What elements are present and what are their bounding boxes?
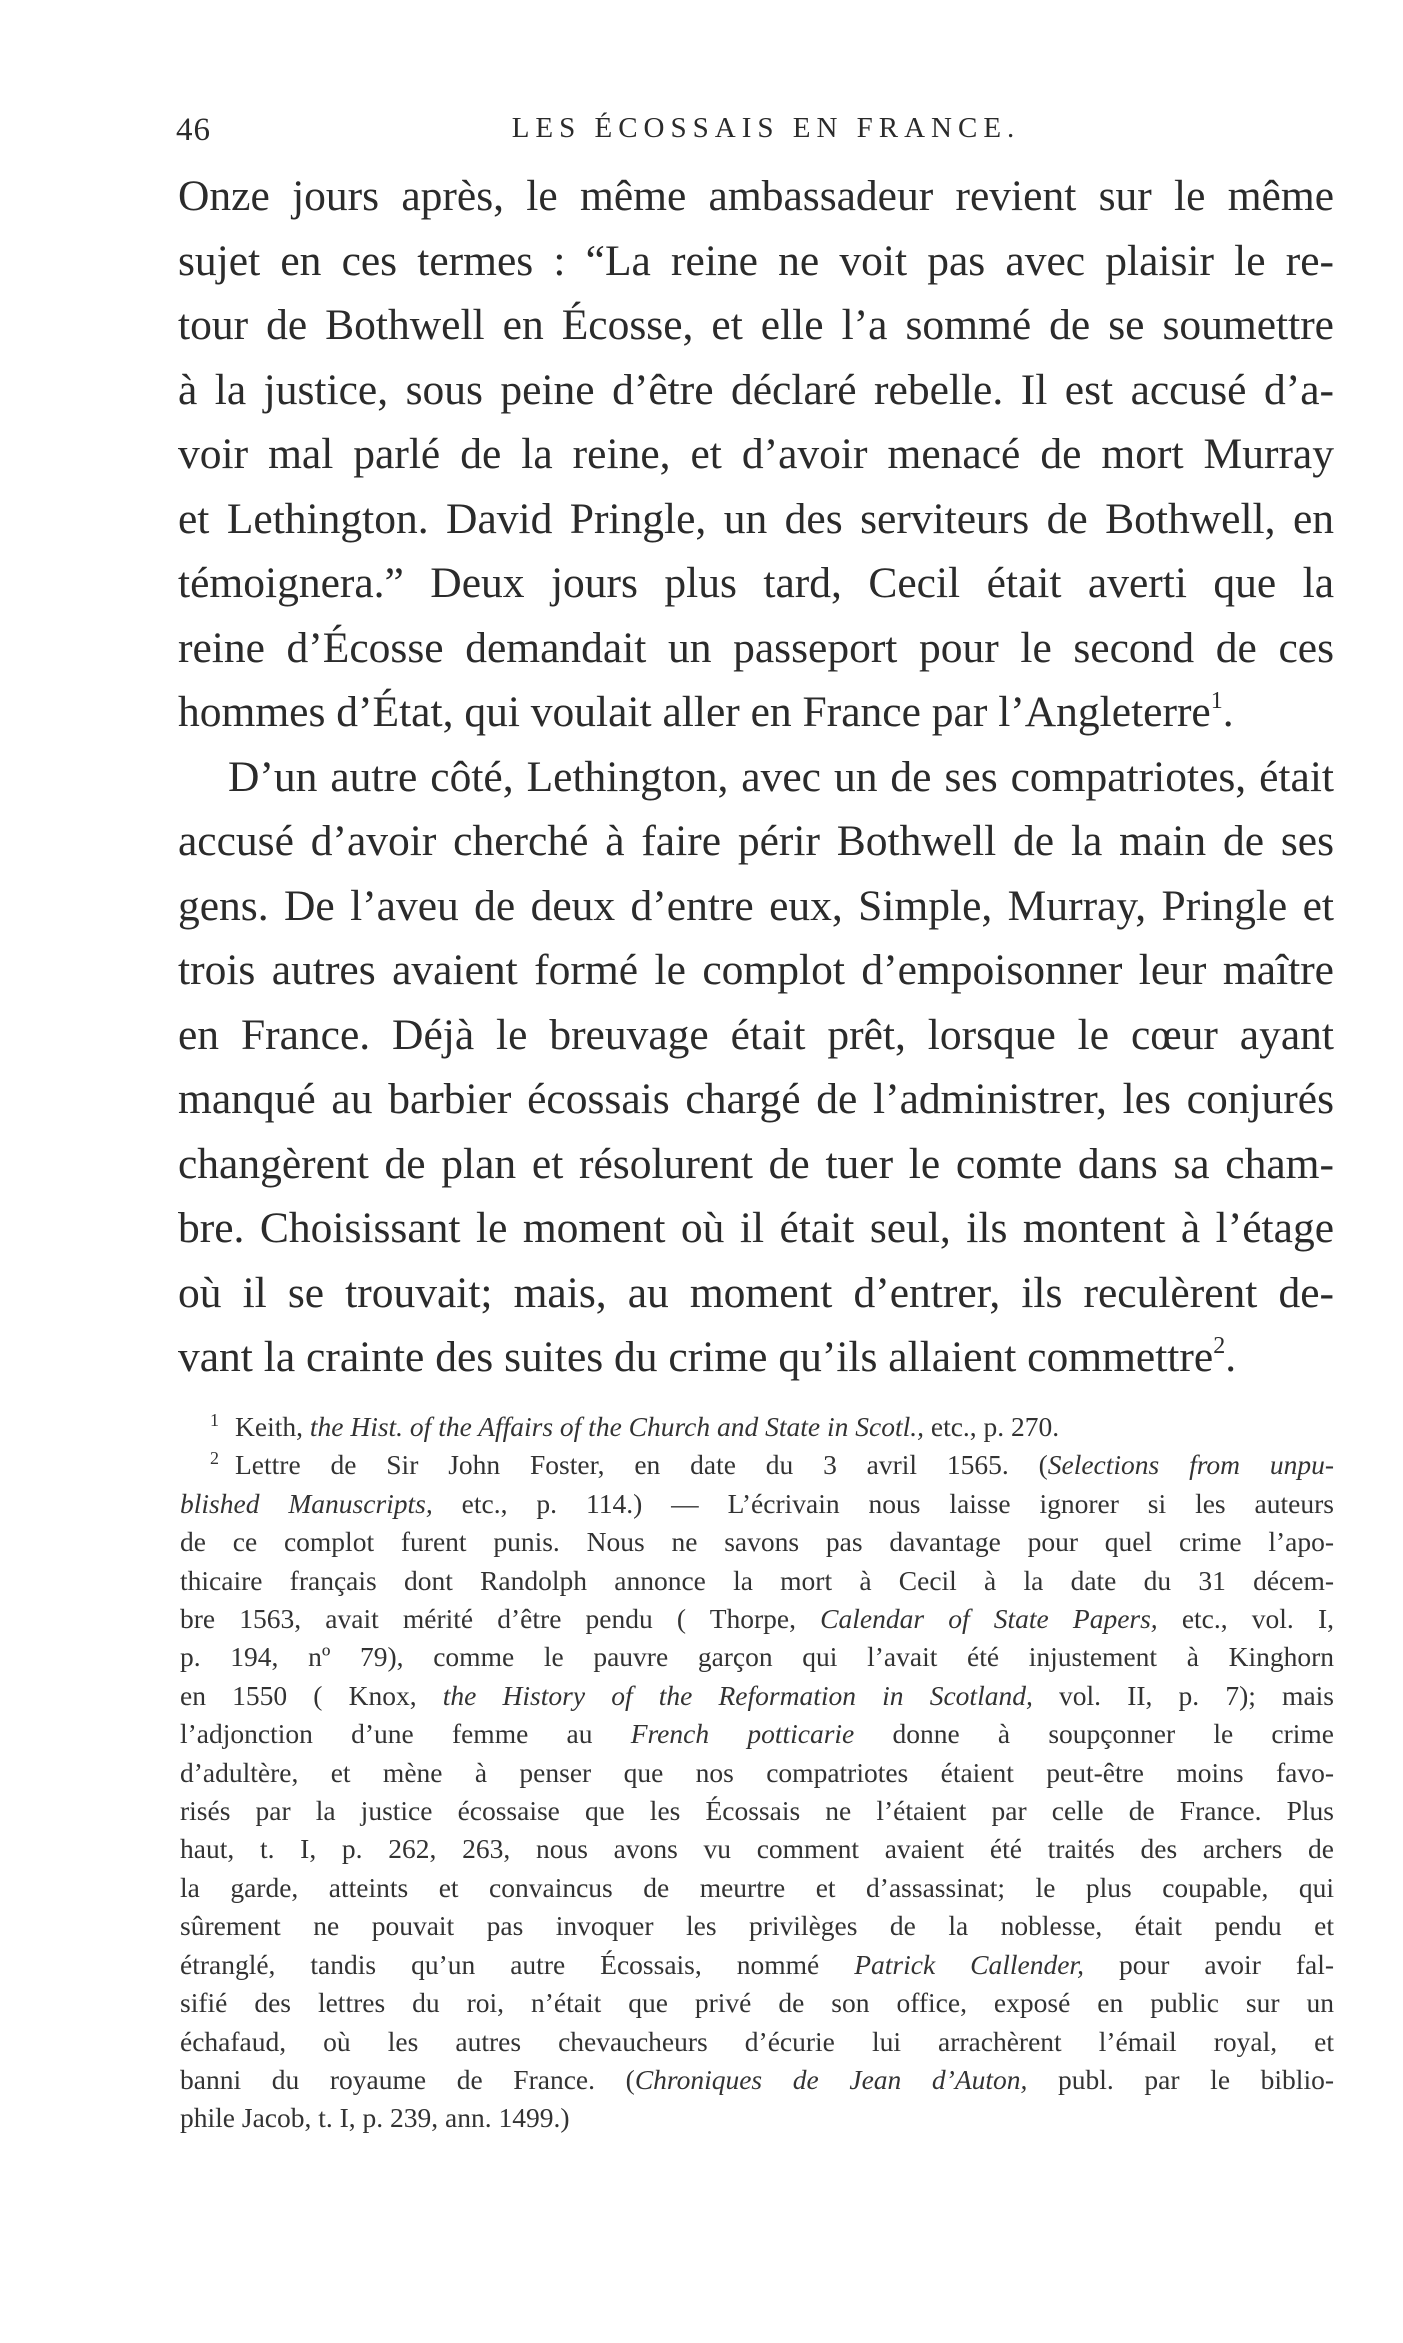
- footnote-text: en 1550 ( Knox,: [180, 1679, 443, 1711]
- footnote-text: publ. par le biblio-: [1027, 2063, 1334, 2095]
- footnote-text: etc., p. 270.: [924, 1411, 1060, 1442]
- footnote-ref-1: 1: [1210, 688, 1223, 714]
- body-line: voir mal parlé de la reine, et d’avoir menacé de mort Murray: [178, 430, 1334, 478]
- footnote-title: Chroniques de Jean d’Auton,: [634, 2063, 1028, 2095]
- body-line: accusé d’avoir cherché à faire périr Bothwell de la main de ses: [178, 817, 1334, 865]
- body-line: à la justice, sous peine d’être déclaré rebelle. Il est accusé d’a-: [178, 365, 1334, 414]
- footnote-2-line: thicaire français dont Randolph annonce la mort à Cecil à la date du 31 décem-: [180, 1564, 1334, 1596]
- footnote-2-line: [180, 1715, 1334, 1753]
- footnote-2-line: p. 194, nº 79), comme le pauvre garçon qui l’avait été injustement à Kinghorn: [180, 1641, 1334, 1673]
- body-line: et Lethington. David Pringle, un des serviteurs de Bothwell, en: [178, 494, 1334, 543]
- body-line: reine d’Écosse demandait un passeport pour le second de ces: [178, 623, 1334, 672]
- body-line: changèrent de plan et résolurent de tuer le comte dans sa cham-: [178, 1139, 1334, 1188]
- main-text: [178, 164, 1334, 1390]
- footnote-2-line: échafaud, où les autres chevaucheurs d’écurie lui arrachèrent l’émail royal, et: [180, 2025, 1334, 2057]
- footnote-text: l’adjonction d’une femme au: [180, 1718, 631, 1750]
- body-punct: .: [1225, 1333, 1237, 1381]
- footnote-2-line: [180, 1600, 1334, 1638]
- footnote-text: donne à soupçonner le crime: [854, 1718, 1334, 1750]
- footnote-text: banni du royaume de France. (: [180, 2063, 635, 2095]
- footnote-text: etc., p. 114.) — L’écrivain nous laisse ignorer si les auteurs: [432, 1487, 1334, 1519]
- footnote-text: vol. II, p. 7); mais: [1032, 1679, 1334, 1711]
- body-line-text: hommes d’État, qui voulait aller en France par l’Angleterre: [178, 688, 1211, 736]
- body-line: [178, 680, 1334, 745]
- footnote-title: Selections from unpu-: [1047, 1449, 1334, 1481]
- body-line: trois autres avaient formé le complot d’empoisonner leur maître: [178, 946, 1334, 994]
- footnote-2-line: phile Jacob, t. I, p. 239, ann. 1499.): [180, 2102, 570, 2134]
- body-line: Onze jours après, le même ambassadeur revient sur le même: [178, 172, 1334, 220]
- body-line: où il se trouvait; mais, au moment d’entrer, ils reculèrent de-: [178, 1268, 1334, 1317]
- body-line: bre. Choisissant le moment où il était seul, ils montent à l’étage: [178, 1204, 1334, 1252]
- footnote-2-line: sûrement ne pouvait pas invoquer les privilèges de la noblesse, était pendu et: [180, 1910, 1334, 1942]
- footnote-title: Calendar of State Papers,: [820, 1603, 1158, 1635]
- body-line: sujet en ces termes : “La reine ne voit pas avec plaisir le re-: [178, 236, 1334, 285]
- footnote-title: the Hist. of the Affairs of the Church and State in Scotl.,: [309, 1411, 924, 1442]
- body-line: manqué au barbier écossais chargé de l’administrer, les conjurés: [178, 1075, 1334, 1123]
- footnote-mark-2: 2: [210, 1448, 219, 1469]
- footnote-text: Keith,: [235, 1411, 310, 1442]
- body-line-text: vant la crainte des suites du crime qu’ils allaient commettre: [178, 1333, 1214, 1381]
- footnote-text: pour avoir fal-: [1083, 1948, 1334, 1980]
- footnote-title: French potticarie: [630, 1718, 855, 1750]
- footnote-text: bre 1563, avait mérité d’être pendu ( Thorpe,: [180, 1603, 821, 1635]
- footnote-text: etc., vol. I,: [1157, 1603, 1334, 1635]
- footnote-text: étranglé, tandis qu’un autre Écossais, nommé: [180, 1948, 855, 1980]
- body-line: [178, 1325, 1334, 1390]
- running-title: LES ÉCOSSAIS EN FRANCE.: [511, 112, 1021, 144]
- body-line: D’un autre côté, Lethington, avec un de ses compatriotes, était: [228, 752, 1334, 801]
- footnote-2-line: sifié des lettres du roi, n’était que privé de son office, exposé en public sur un: [180, 1987, 1334, 2019]
- footnote-2-line: [180, 1446, 1334, 1484]
- page-number: 46: [176, 112, 211, 148]
- footnote-1: [180, 1408, 1334, 1446]
- footnote-2-line: d’adultère, et mène à penser que nos compatriotes étaient peut-être moins favo-: [180, 1756, 1334, 1788]
- footnote-2-line: la garde, atteints et convaincus de meurtre et d’assassinat; le plus coupable, qui: [180, 1871, 1334, 1903]
- footnote-2-line: de ce complot furent punis. Nous ne savons pas davantage pour quel crime l’apo-: [180, 1526, 1334, 1558]
- body-line: gens. De l’aveu de deux d’entre eux, Simple, Murray, Pringle et: [178, 881, 1334, 930]
- body-line: en France. Déjà le breuvage était prêt, lorsque le cœur ayant: [178, 1010, 1334, 1059]
- footnote-title: Patrick Callender,: [854, 1948, 1084, 1980]
- footnote-2-line: [180, 1946, 1334, 1984]
- footnotes: [180, 1408, 1334, 2138]
- body-line: témoignera.” Deux jours plus tard, Cecil était averti que la: [178, 559, 1334, 607]
- footnote-2-line: [180, 2061, 1334, 2099]
- footnote-title: blished Manuscripts,: [180, 1487, 433, 1519]
- footnote-mark-1: 1: [210, 1410, 219, 1430]
- running-head: [176, 112, 1336, 156]
- footnote-2-line: [180, 1485, 1334, 1523]
- body-line: tour de Bothwell en Écosse, et elle l’a sommé de se soumettre: [178, 301, 1334, 349]
- footnote-ref-2: 2: [1213, 1333, 1226, 1359]
- body-punct: .: [1222, 688, 1234, 736]
- footnote-2-line: haut, t. I, p. 262, 263, nous avons vu comment avaient été traités des archers de: [180, 1833, 1334, 1865]
- footnote-title: the History of the Reformation in Scotland,: [442, 1679, 1033, 1711]
- footnote-2-line: risés par la justice écossaise que les Écossais ne l’étaient par celle de France. Plus: [180, 1795, 1334, 1827]
- footnote-text: Lettre de Sir John Foster, en date du 3 avril 1565. (: [235, 1449, 1048, 1481]
- footnote-2-line: [180, 1677, 1334, 1715]
